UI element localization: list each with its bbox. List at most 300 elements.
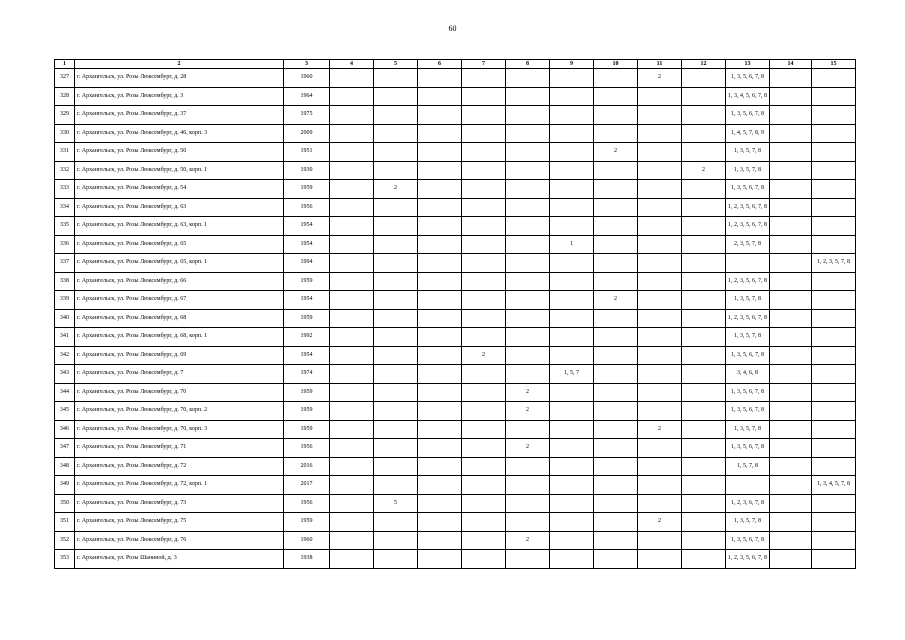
column-11-cell bbox=[638, 235, 682, 254]
row-number-cell: 327 bbox=[55, 69, 75, 88]
column-4-cell bbox=[330, 420, 374, 439]
year-cell: 2009 bbox=[284, 124, 330, 143]
column-10-cell bbox=[594, 494, 638, 513]
address-cell: г. Архангельск, ул. Розы Люксембург, д. 72 bbox=[75, 457, 284, 476]
column-15-cell bbox=[812, 272, 856, 291]
column-6-cell bbox=[418, 254, 462, 273]
column-5-cell bbox=[374, 457, 418, 476]
year-cell: 1959 bbox=[284, 402, 330, 421]
column-6-cell bbox=[418, 198, 462, 217]
column-14-cell bbox=[770, 476, 812, 495]
column-5-cell bbox=[374, 272, 418, 291]
column-6-cell bbox=[418, 402, 462, 421]
column-12-cell bbox=[682, 328, 726, 347]
column-12-cell bbox=[682, 513, 726, 532]
column-7-cell: 2 bbox=[462, 346, 506, 365]
column-13-cell: 1, 3, 5, 7, 8 bbox=[726, 328, 770, 347]
row-number-cell: 335 bbox=[55, 217, 75, 236]
column-15-cell bbox=[812, 494, 856, 513]
column-header: 2 bbox=[75, 60, 284, 69]
column-4-cell bbox=[330, 513, 374, 532]
column-13-cell: 1, 3, 5, 6, 7, 8 bbox=[726, 106, 770, 125]
column-7-cell bbox=[462, 420, 506, 439]
column-4-cell bbox=[330, 235, 374, 254]
year-cell: 1938 bbox=[284, 550, 330, 569]
column-7-cell bbox=[462, 531, 506, 550]
column-4-cell bbox=[330, 217, 374, 236]
column-10-cell bbox=[594, 457, 638, 476]
column-6-cell bbox=[418, 180, 462, 199]
row-number-cell: 329 bbox=[55, 106, 75, 125]
column-8-cell: 2 bbox=[506, 439, 550, 458]
column-7-cell bbox=[462, 198, 506, 217]
column-4-cell bbox=[330, 402, 374, 421]
column-4-cell bbox=[330, 346, 374, 365]
column-6-cell bbox=[418, 143, 462, 162]
column-7-cell bbox=[462, 365, 506, 384]
column-5-cell bbox=[374, 198, 418, 217]
column-12-cell bbox=[682, 87, 726, 106]
column-14-cell bbox=[770, 457, 812, 476]
column-10-cell bbox=[594, 124, 638, 143]
column-14-cell bbox=[770, 513, 812, 532]
column-6-cell bbox=[418, 420, 462, 439]
address-cell: г. Архангельск, ул. Розы Люксембург, д. 65 bbox=[75, 235, 284, 254]
column-header: 9 bbox=[550, 60, 594, 69]
column-14-cell bbox=[770, 254, 812, 273]
column-15-cell bbox=[812, 439, 856, 458]
column-6-cell bbox=[418, 328, 462, 347]
column-4-cell bbox=[330, 457, 374, 476]
column-11-cell bbox=[638, 217, 682, 236]
column-13-cell: 1, 2, 3, 5, 6, 7, 8 bbox=[726, 217, 770, 236]
address-cell: г. Архангельск, ул. Розы Люксембург, д. 68, корп. 1 bbox=[75, 328, 284, 347]
column-10-cell bbox=[594, 383, 638, 402]
column-10-cell bbox=[594, 272, 638, 291]
column-13-cell: 1, 3, 5, 6, 7, 8 bbox=[726, 346, 770, 365]
column-12-cell bbox=[682, 476, 726, 495]
column-6-cell bbox=[418, 550, 462, 569]
column-12-cell bbox=[682, 180, 726, 199]
table-row bbox=[55, 309, 856, 328]
address-cell: г. Архангельск, ул. Розы Люксембург, д. 76 bbox=[75, 531, 284, 550]
column-6-cell bbox=[418, 235, 462, 254]
year-cell: 1930 bbox=[284, 161, 330, 180]
address-cell: г. Архангельск, ул. Розы Люксембург, д. 67 bbox=[75, 291, 284, 310]
column-5-cell bbox=[374, 513, 418, 532]
year-cell: 2017 bbox=[284, 476, 330, 495]
column-12-cell bbox=[682, 550, 726, 569]
column-6-cell bbox=[418, 383, 462, 402]
column-10-cell bbox=[594, 309, 638, 328]
address-cell: г. Архангельск, ул. Розы Люксембург, д. 63 bbox=[75, 198, 284, 217]
column-13-cell bbox=[726, 254, 770, 273]
column-8-cell bbox=[506, 254, 550, 273]
row-number-cell: 345 bbox=[55, 402, 75, 421]
column-15-cell bbox=[812, 346, 856, 365]
column-15-cell bbox=[812, 402, 856, 421]
column-15-cell bbox=[812, 235, 856, 254]
column-5-cell bbox=[374, 235, 418, 254]
column-4-cell bbox=[330, 365, 374, 384]
row-number-cell: 333 bbox=[55, 180, 75, 199]
column-14-cell bbox=[770, 531, 812, 550]
column-14-cell bbox=[770, 402, 812, 421]
column-8-cell bbox=[506, 513, 550, 532]
column-11-cell: 2 bbox=[638, 513, 682, 532]
column-11-cell bbox=[638, 383, 682, 402]
column-9-cell bbox=[550, 143, 594, 162]
column-12-cell bbox=[682, 217, 726, 236]
column-4-cell bbox=[330, 143, 374, 162]
table-row bbox=[55, 439, 856, 458]
address-cell: г. Архангельск, ул. Розы Люксембург, д. 46, корп. 3 bbox=[75, 124, 284, 143]
row-number-cell: 343 bbox=[55, 365, 75, 384]
column-9-cell bbox=[550, 420, 594, 439]
column-6-cell bbox=[418, 494, 462, 513]
column-11-cell bbox=[638, 272, 682, 291]
column-11-cell bbox=[638, 87, 682, 106]
column-10-cell: 2 bbox=[594, 143, 638, 162]
column-8-cell bbox=[506, 217, 550, 236]
column-8-cell bbox=[506, 87, 550, 106]
column-8-cell bbox=[506, 180, 550, 199]
column-9-cell bbox=[550, 291, 594, 310]
table-row bbox=[55, 87, 856, 106]
address-cell: г. Архангельск, ул. Розы Люксембург, д. 65, корп. 1 bbox=[75, 254, 284, 273]
column-5-cell bbox=[374, 420, 418, 439]
column-6-cell bbox=[418, 161, 462, 180]
column-15-cell bbox=[812, 365, 856, 384]
column-15-cell bbox=[812, 87, 856, 106]
table-row bbox=[55, 513, 856, 532]
year-cell: 1992 bbox=[284, 328, 330, 347]
year-cell: 1974 bbox=[284, 365, 330, 384]
column-12-cell bbox=[682, 439, 726, 458]
column-6-cell bbox=[418, 365, 462, 384]
column-header: 8 bbox=[506, 60, 550, 69]
column-7-cell bbox=[462, 235, 506, 254]
column-6-cell bbox=[418, 217, 462, 236]
column-14-cell bbox=[770, 180, 812, 199]
column-10-cell bbox=[594, 476, 638, 495]
column-11-cell bbox=[638, 291, 682, 310]
column-7-cell bbox=[462, 291, 506, 310]
column-12-cell bbox=[682, 420, 726, 439]
column-4-cell bbox=[330, 180, 374, 199]
row-number-cell: 349 bbox=[55, 476, 75, 495]
column-7-cell bbox=[462, 180, 506, 199]
column-12-cell bbox=[682, 494, 726, 513]
column-10-cell bbox=[594, 87, 638, 106]
column-9-cell bbox=[550, 198, 594, 217]
column-7-cell bbox=[462, 457, 506, 476]
column-9-cell bbox=[550, 309, 594, 328]
column-10-cell bbox=[594, 531, 638, 550]
column-13-cell: 1, 3, 5, 6, 7, 8 bbox=[726, 383, 770, 402]
registry-table bbox=[54, 59, 856, 569]
column-11-cell bbox=[638, 161, 682, 180]
column-13-cell: 1, 3, 5, 6, 7, 8 bbox=[726, 180, 770, 199]
column-7-cell bbox=[462, 254, 506, 273]
column-10-cell bbox=[594, 217, 638, 236]
column-13-cell: 1, 3, 4, 5, 6, 7, 8 bbox=[726, 87, 770, 106]
column-13-cell: 1, 3, 5, 6, 7, 8 bbox=[726, 439, 770, 458]
column-8-cell: 2 bbox=[506, 531, 550, 550]
column-header: 10 bbox=[594, 60, 638, 69]
column-7-cell bbox=[462, 161, 506, 180]
column-8-cell bbox=[506, 457, 550, 476]
column-8-cell bbox=[506, 550, 550, 569]
column-13-cell: 1, 2, 3, 5, 6, 7, 8 bbox=[726, 272, 770, 291]
column-15-cell bbox=[812, 291, 856, 310]
column-13-cell: 1, 4, 5, 7, 8, 9 bbox=[726, 124, 770, 143]
row-number-cell: 330 bbox=[55, 124, 75, 143]
column-7-cell bbox=[462, 106, 506, 125]
column-14-cell bbox=[770, 124, 812, 143]
column-14-cell bbox=[770, 439, 812, 458]
column-5-cell bbox=[374, 346, 418, 365]
year-cell: 1959 bbox=[284, 309, 330, 328]
column-5-cell bbox=[374, 383, 418, 402]
column-9-cell: 1 bbox=[550, 235, 594, 254]
column-11-cell bbox=[638, 328, 682, 347]
column-9-cell bbox=[550, 402, 594, 421]
table-body bbox=[55, 69, 856, 569]
column-12-cell bbox=[682, 383, 726, 402]
row-number-cell: 351 bbox=[55, 513, 75, 532]
column-11-cell bbox=[638, 457, 682, 476]
column-4-cell bbox=[330, 291, 374, 310]
table-row bbox=[55, 402, 856, 421]
column-9-cell bbox=[550, 531, 594, 550]
column-12-cell bbox=[682, 69, 726, 88]
table-row bbox=[55, 180, 856, 199]
page-number: 60 bbox=[448, 24, 457, 33]
column-9-cell bbox=[550, 272, 594, 291]
column-9-cell bbox=[550, 476, 594, 495]
column-14-cell bbox=[770, 383, 812, 402]
column-7-cell bbox=[462, 124, 506, 143]
column-5-cell bbox=[374, 550, 418, 569]
year-cell: 1960 bbox=[284, 69, 330, 88]
column-13-cell bbox=[726, 476, 770, 495]
address-cell: г. Архангельск, ул. Розы Люксембург, д. 3 bbox=[75, 87, 284, 106]
column-4-cell bbox=[330, 198, 374, 217]
column-12-cell bbox=[682, 457, 726, 476]
column-header: 4 bbox=[330, 60, 374, 69]
column-8-cell bbox=[506, 272, 550, 291]
column-9-cell bbox=[550, 513, 594, 532]
column-11-cell bbox=[638, 124, 682, 143]
column-9-cell bbox=[550, 494, 594, 513]
column-12-cell bbox=[682, 309, 726, 328]
column-15-cell bbox=[812, 161, 856, 180]
column-10-cell bbox=[594, 254, 638, 273]
column-12-cell bbox=[682, 365, 726, 384]
table-row bbox=[55, 124, 856, 143]
column-13-cell: 1, 3, 5, 7, 8 bbox=[726, 291, 770, 310]
column-5-cell bbox=[374, 291, 418, 310]
column-8-cell bbox=[506, 124, 550, 143]
column-4-cell bbox=[330, 383, 374, 402]
column-10-cell bbox=[594, 106, 638, 125]
column-15-cell bbox=[812, 531, 856, 550]
table-row bbox=[55, 217, 856, 236]
column-header: 15 bbox=[812, 60, 856, 69]
column-7-cell bbox=[462, 309, 506, 328]
column-13-cell: 3, 4, 6, 8 bbox=[726, 365, 770, 384]
column-8-cell bbox=[506, 106, 550, 125]
table-row bbox=[55, 254, 856, 273]
column-7-cell bbox=[462, 476, 506, 495]
column-14-cell bbox=[770, 309, 812, 328]
column-11-cell bbox=[638, 143, 682, 162]
column-header: 13 bbox=[726, 60, 770, 69]
column-6-cell bbox=[418, 513, 462, 532]
column-4-cell bbox=[330, 328, 374, 347]
table-row bbox=[55, 420, 856, 439]
column-14-cell bbox=[770, 106, 812, 125]
column-4-cell bbox=[330, 87, 374, 106]
column-header: 11 bbox=[638, 60, 682, 69]
column-8-cell bbox=[506, 328, 550, 347]
address-cell: г. Архангельск, ул. Розы Люксембург, д. 50 bbox=[75, 143, 284, 162]
column-5-cell bbox=[374, 69, 418, 88]
row-number-cell: 342 bbox=[55, 346, 75, 365]
column-5-cell bbox=[374, 476, 418, 495]
column-12-cell bbox=[682, 254, 726, 273]
table-row bbox=[55, 69, 856, 88]
column-4-cell bbox=[330, 161, 374, 180]
column-13-cell: 2, 3, 5, 7, 8 bbox=[726, 235, 770, 254]
column-15-cell bbox=[812, 180, 856, 199]
column-8-cell bbox=[506, 309, 550, 328]
column-5-cell bbox=[374, 106, 418, 125]
column-9-cell bbox=[550, 550, 594, 569]
table-row bbox=[55, 106, 856, 125]
column-7-cell bbox=[462, 143, 506, 162]
column-9-cell bbox=[550, 383, 594, 402]
column-6-cell bbox=[418, 457, 462, 476]
column-12-cell bbox=[682, 272, 726, 291]
column-7-cell bbox=[462, 328, 506, 347]
column-11-cell bbox=[638, 180, 682, 199]
row-number-cell: 352 bbox=[55, 531, 75, 550]
column-8-cell bbox=[506, 346, 550, 365]
column-12-cell bbox=[682, 402, 726, 421]
column-6-cell bbox=[418, 531, 462, 550]
column-14-cell bbox=[770, 87, 812, 106]
column-11-cell bbox=[638, 531, 682, 550]
column-4-cell bbox=[330, 272, 374, 291]
row-number-cell: 332 bbox=[55, 161, 75, 180]
column-13-cell: 1, 3, 5, 6, 7, 8 bbox=[726, 531, 770, 550]
column-14-cell bbox=[770, 291, 812, 310]
address-cell: г. Архангельск, ул. Розы Люксембург, д. 70 bbox=[75, 383, 284, 402]
column-15-cell bbox=[812, 198, 856, 217]
column-header: 5 bbox=[374, 60, 418, 69]
column-15-cell bbox=[812, 513, 856, 532]
address-cell: г. Архангельск, ул. Розы Люксембург, д. 37 bbox=[75, 106, 284, 125]
column-14-cell bbox=[770, 143, 812, 162]
column-13-cell: 1, 3, 5, 6, 7, 8 bbox=[726, 402, 770, 421]
column-10-cell: 2 bbox=[594, 291, 638, 310]
row-number-cell: 331 bbox=[55, 143, 75, 162]
address-cell: г. Архангельск, ул. Розы Люксембург, д. 66 bbox=[75, 272, 284, 291]
column-11-cell bbox=[638, 476, 682, 495]
column-7-cell bbox=[462, 69, 506, 88]
column-14-cell bbox=[770, 235, 812, 254]
row-number-cell: 347 bbox=[55, 439, 75, 458]
table-row bbox=[55, 346, 856, 365]
column-7-cell bbox=[462, 439, 506, 458]
column-9-cell bbox=[550, 346, 594, 365]
address-cell: г. Архангельск, ул. Розы Люксембург, д. 75 bbox=[75, 513, 284, 532]
address-cell: г. Архангельск, ул. Розы Люксембург, д. 73 bbox=[75, 494, 284, 513]
column-10-cell bbox=[594, 420, 638, 439]
column-5-cell bbox=[374, 217, 418, 236]
column-9-cell bbox=[550, 69, 594, 88]
column-14-cell bbox=[770, 198, 812, 217]
table-row bbox=[55, 291, 856, 310]
column-4-cell bbox=[330, 254, 374, 273]
column-9-cell bbox=[550, 161, 594, 180]
column-15-cell bbox=[812, 124, 856, 143]
column-12-cell bbox=[682, 198, 726, 217]
column-13-cell: 1, 3, 5, 7, 8 bbox=[726, 143, 770, 162]
table-row bbox=[55, 476, 856, 495]
row-number-cell: 334 bbox=[55, 198, 75, 217]
row-number-cell: 339 bbox=[55, 291, 75, 310]
year-cell: 1951 bbox=[284, 143, 330, 162]
column-14-cell bbox=[770, 161, 812, 180]
column-5-cell bbox=[374, 143, 418, 162]
column-10-cell bbox=[594, 69, 638, 88]
column-5-cell bbox=[374, 531, 418, 550]
year-cell: 1956 bbox=[284, 198, 330, 217]
year-cell: 2016 bbox=[284, 457, 330, 476]
year-cell: 1959 bbox=[284, 272, 330, 291]
column-10-cell bbox=[594, 513, 638, 532]
column-4-cell bbox=[330, 550, 374, 569]
column-5-cell bbox=[374, 365, 418, 384]
column-15-cell bbox=[812, 309, 856, 328]
column-4-cell bbox=[330, 531, 374, 550]
column-7-cell bbox=[462, 494, 506, 513]
column-13-cell: 1, 3, 5, 7, 8 bbox=[726, 513, 770, 532]
address-cell: г. Архангельск, ул. Розы Люксембург, д. 69 bbox=[75, 346, 284, 365]
table-row bbox=[55, 550, 856, 569]
column-6-cell bbox=[418, 272, 462, 291]
column-5-cell bbox=[374, 309, 418, 328]
table-row bbox=[55, 457, 856, 476]
column-8-cell: 2 bbox=[506, 402, 550, 421]
column-9-cell bbox=[550, 87, 594, 106]
column-5-cell bbox=[374, 254, 418, 273]
column-9-cell bbox=[550, 328, 594, 347]
column-15-cell: 1, 3, 4, 5, 7, 8 bbox=[812, 476, 856, 495]
column-10-cell bbox=[594, 402, 638, 421]
column-8-cell: 2 bbox=[506, 383, 550, 402]
address-cell: г. Архангельск, ул. Розы Шаниной, д. 3 bbox=[75, 550, 284, 569]
column-12-cell bbox=[682, 235, 726, 254]
column-10-cell bbox=[594, 439, 638, 458]
table-row bbox=[55, 161, 856, 180]
table-row bbox=[55, 198, 856, 217]
column-11-cell: 2 bbox=[638, 420, 682, 439]
column-10-cell bbox=[594, 365, 638, 384]
